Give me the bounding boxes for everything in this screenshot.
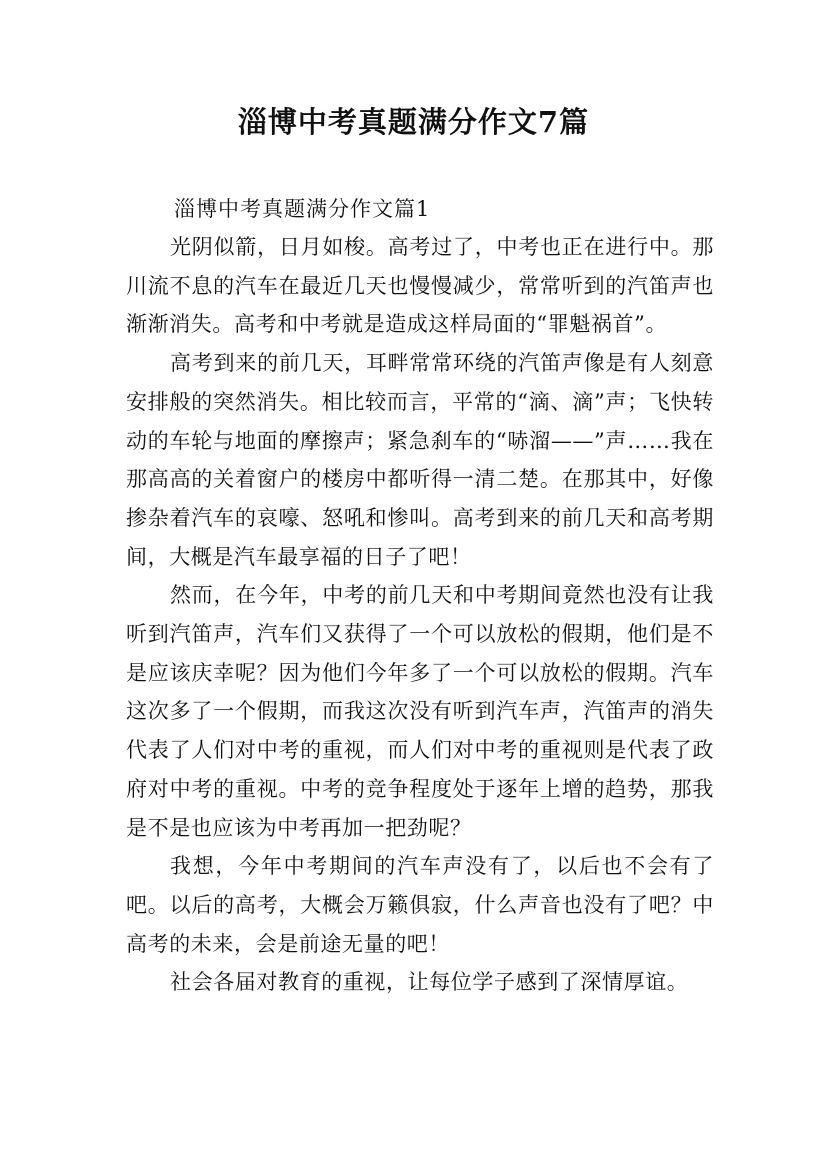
section-heading: 淄博中考真题满分作文篇1 [174,197,431,221]
article-body [126,190,714,1002]
paragraph-3: 然而，在今年，中考的前几天和中考期间竟然也没有让我听到汽笛声，汽车们又获得了一个可以放松的假期，他们是不是应该庆幸呢？因为他们今年多了一个可以放松的假期。汽车这次多了一个假期，而我这次没有听到汽车声，汽笛声的消失代表了人们对中考的重视，而人们对中考的重视则是代表了政府对中考的重视。中考的竞争程度处于逐年上增的趋势，那我是不是也应该为中考再加一把劲呢？ [126,583,714,840]
paragraph-1: 光阴似箭，日月如梭。高考过了，中考也正在进行中。那川流不息的汽车在最近几天也慢慢减少，常常听到的汽笛声也渐渐消失。高考和中考就是造成这样局面的“罪魁祸首”。 [126,235,714,337]
document-title: 淄博中考真题满分作文7篇 [237,105,590,139]
paragraph-4: 我想，今年中考期间的汽车声没有了，以后也不会有了吧。以后的高考，大概会万籁俱寂，什么声音也没有了吧？中高考的未来，会是前途无量的吧！ [126,854,714,956]
paragraph-2: 高考到来的前几天，耳畔常常环绕的汽笛声像是有人刻意安排般的突然消失。相比较而言，平常的“滴、滴”声；飞快转动的车轮与地面的摩擦声；紧急刹车的“哧溜——”声……我在那高高的关着窗户的楼房中都听得一清二楚。在那其中，好像掺杂着汽车的哀嚎、怒吼和惨叫。高考到来的前几天和高考期间，大概是汽车最享福的日子了吧！ [126,351,714,569]
paragraph-5: 社会各届对教育的重视，让每位学子感到了深情厚谊。 [170,970,689,995]
